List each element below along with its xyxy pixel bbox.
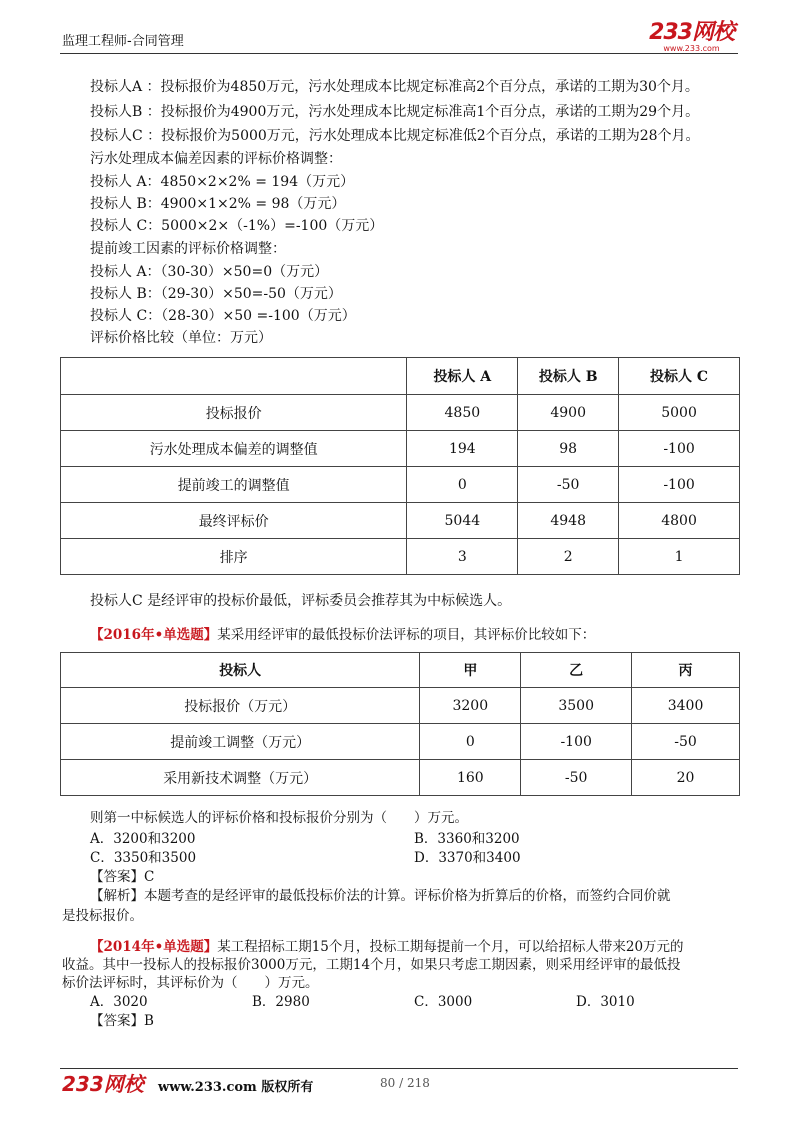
question-1-analysis: 【解析】本题考查的是经评审的最低投标价法的计算。评标价格为折算后的价格，而签约合同价就 xyxy=(90,888,671,904)
question-2-option-c[interactable]: C．3000 xyxy=(414,994,473,1010)
table-cell: 20 xyxy=(632,760,740,796)
table-cell: 4948 xyxy=(518,503,619,539)
header-title: 监理工程师-合同管理 xyxy=(62,34,184,49)
question-1-question: 则第一中标候选人的评标价格和投标报价分别为（ ）万元。 xyxy=(90,810,468,826)
bid-comparison-table xyxy=(60,357,740,575)
table-cell: 提前竣工调整（万元） xyxy=(61,724,420,760)
intro-line: 投标人 A：4850×2×2% = 194（万元） xyxy=(90,174,355,190)
table-cell: 提前竣工的调整值 xyxy=(61,467,407,503)
question-1-table xyxy=(60,652,740,796)
table-cell: -50 xyxy=(521,760,632,796)
question-1-answer: 【答案】C xyxy=(90,869,155,885)
table-cell: 3200 xyxy=(420,688,521,724)
table-cell: 5044 xyxy=(407,503,518,539)
question-1-analysis-cont: 是投标报价。 xyxy=(62,908,143,924)
table-cell: 1 xyxy=(619,539,740,575)
intro-line: 投标人B ：投标报价为4900万元，污水处理成本比规定标准高1个百分点，承诺的工期为29个月。 xyxy=(90,104,700,120)
question-1-option-a[interactable]: A．3200和3200 xyxy=(90,831,196,847)
footer-logo[interactable]: 233网校 xyxy=(62,1072,144,1096)
header-divider xyxy=(60,53,738,54)
intro-line: 投标人 B：4900×1×2% = 98（万元） xyxy=(90,196,346,212)
table-cell: 5000 xyxy=(619,395,740,431)
conclusion-text: 投标人C 是经评审的投标价最低，评标委员会推荐其为中标候选人。 xyxy=(90,593,512,609)
table-cell: 4850 xyxy=(407,395,518,431)
table-cell: 0 xyxy=(420,724,521,760)
table-row xyxy=(61,503,740,539)
table-cell: 3 xyxy=(407,539,518,575)
table-cell: 98 xyxy=(518,431,619,467)
table-header-cell: 投标人 xyxy=(61,653,420,688)
logo-url: www.233.com xyxy=(663,44,720,53)
intro-line: 投标人A ：投标报价为4850万元，污水处理成本比规定标准高2个百分点，承诺的工期为30个月。 xyxy=(90,79,699,95)
table-cell: 3500 xyxy=(521,688,632,724)
footer-site[interactable]: www.233.com 版权所有 xyxy=(158,1080,314,1095)
table-row xyxy=(61,688,740,724)
table-cell: 污水处理成本偏差的调整值 xyxy=(61,431,407,467)
question-1-stem xyxy=(90,623,595,643)
table-cell: 最终评标价 xyxy=(61,503,407,539)
table-cell: -50 xyxy=(518,467,619,503)
intro-line: 污水处理成本偏差因素的评标价格调整： xyxy=(90,151,342,167)
intro-line: 投标人 A：（30-30）×50=0（万元） xyxy=(90,264,329,280)
table-row xyxy=(61,395,740,431)
table-header-row xyxy=(61,653,740,688)
table-cell: -100 xyxy=(619,467,740,503)
table-cell: -50 xyxy=(632,724,740,760)
table-cell: 采用新技术调整（万元） xyxy=(61,760,420,796)
question-2-stem-cont: 收益。其中一投标人的投标报价3000万元，工期14个月，如果只考虑工期因素，则采用经评审的最低投 xyxy=(62,957,681,973)
question-1-tag: 【2016年•单选题】 xyxy=(90,627,218,643)
table-header-cell xyxy=(61,358,407,395)
table-header-cell: 投标人 B xyxy=(518,358,619,395)
table-row xyxy=(61,539,740,575)
table-header-row xyxy=(61,358,740,395)
footer-divider xyxy=(60,1068,738,1069)
table-cell: 160 xyxy=(420,760,521,796)
intro-line: 评标价格比较（单位：万元） xyxy=(90,330,272,346)
intro-line: 投标人 C：（28-30）×50 =-100（万元） xyxy=(90,308,356,324)
page-number: 80 / 218 xyxy=(380,1076,430,1090)
table-cell: 3400 xyxy=(632,688,740,724)
question-2-option-a[interactable]: A．3020 xyxy=(90,994,148,1010)
table-cell: 投标报价 xyxy=(61,395,407,431)
table-row xyxy=(61,467,740,503)
intro-line: 投标人 B：（29-30）×50=-50（万元） xyxy=(90,286,342,302)
table-cell: 4800 xyxy=(619,503,740,539)
table-header-cell: 甲 xyxy=(420,653,521,688)
table-cell: 投标报价（万元） xyxy=(61,688,420,724)
question-1-text: 某采用经评审的最低投标价法评标的项目，其评标价比较如下： xyxy=(217,627,596,643)
intro-line: 投标人 C：5000×2×（-1%）=-100（万元） xyxy=(90,218,384,234)
table-cell: 4900 xyxy=(518,395,619,431)
table-cell: -100 xyxy=(521,724,632,760)
logo-text: 233网校 xyxy=(649,20,734,45)
question-1-option-c[interactable]: C．3350和3500 xyxy=(90,850,197,866)
table-header-cell: 投标人 A xyxy=(407,358,518,395)
table-header-cell: 丙 xyxy=(632,653,740,688)
question-2-option-b[interactable]: B．2980 xyxy=(252,994,310,1010)
table-cell: 2 xyxy=(518,539,619,575)
table-row xyxy=(61,431,740,467)
question-2-answer: 【答案】B xyxy=(90,1013,154,1029)
table-cell: 194 xyxy=(407,431,518,467)
brand-logo[interactable] xyxy=(649,22,734,53)
question-2-option-d[interactable]: D．3010 xyxy=(576,994,635,1010)
table-cell: 0 xyxy=(407,467,518,503)
question-2-stem-cont: 标价法评标时，其评标价为（ ）万元。 xyxy=(62,975,319,991)
table-header-cell: 乙 xyxy=(521,653,632,688)
question-2-tag: 【2014年•单选题】 xyxy=(90,939,218,955)
table-header-cell: 投标人 C xyxy=(619,358,740,395)
question-2-text: 某工程招标工期15个月，投标工期每提前一个月，可以给招标人带来20万元的 xyxy=(217,939,684,955)
intro-line: 提前竣工因素的评标价格调整： xyxy=(90,241,286,257)
table-cell: -100 xyxy=(619,431,740,467)
table-cell: 排序 xyxy=(61,539,407,575)
question-2-stem xyxy=(90,935,684,955)
table-row xyxy=(61,760,740,796)
question-1-option-d[interactable]: D．3370和3400 xyxy=(414,850,521,866)
question-1-option-b[interactable]: B．3360和3200 xyxy=(414,831,520,847)
intro-line: 投标人C ：投标报价为5000万元，污水处理成本比规定标准低2个百分点，承诺的工期为28个月。 xyxy=(90,128,700,144)
table-row xyxy=(61,724,740,760)
